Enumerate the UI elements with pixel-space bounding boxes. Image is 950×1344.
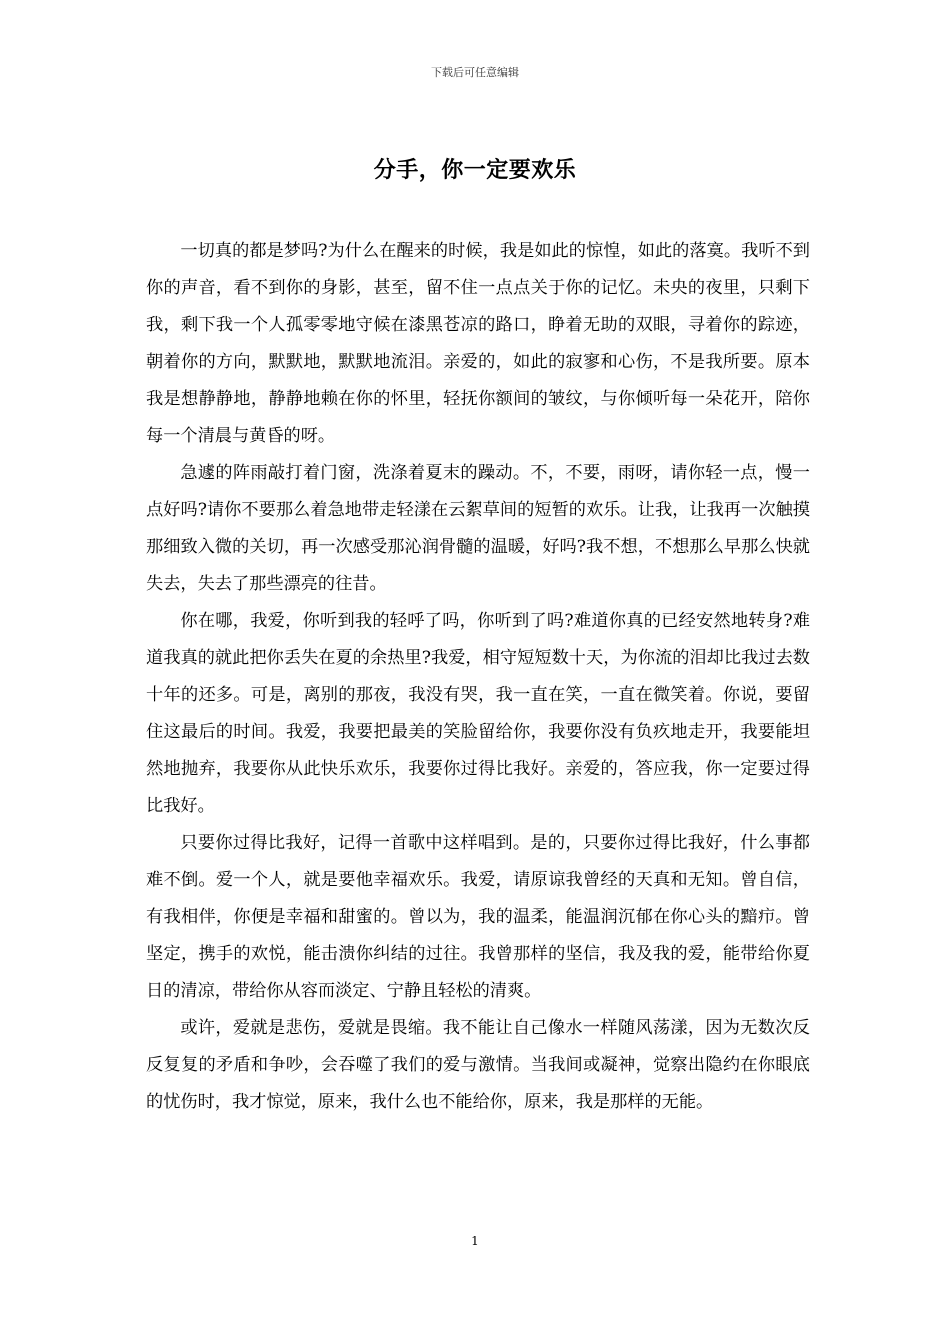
paragraph-4: 只要你过得比我好，记得一首歌中这样唱到。是的，只要你过得比我好，什么事都难不倒。爱一个人，就是要他幸福欢乐。我爱，请原谅我曾经的天真和无知。曾自信，有我相伴，你便是幸福和甜蜜的。曾以为，我的温柔，能温润沉郁在你心头的黯疖。曾坚定，携手的欢悦，能击溃你纠结的过往。我曾那样的坚信，我及我的爱，能带给你夏日的清凉，带给你从容而淡定、宁静且轻松的清爽。 bbox=[146, 833, 810, 1001]
paragraph-1: 一切真的都是梦吗?为什么在醒来的时候，我是如此的惊惶，如此的落寞。我听不到你的声音，看不到你的身影，甚至，留不住一点点关于你的记忆。未央的夜里，只剩下我，剩下我一个人孤零零地守候在漆黑苍凉的路口，睁着无助的双眼，寻着你的踪迹，朝着你的方向，默默地，默默地流泪。亲爱的，如此的寂寥和心伤，不是我所要。原本我是想静静地，静静地赖在你的怀里，轻抚你额间的皱纹，与你倾听每一朵花开，陪你每一个清晨与黄昏的呀。 bbox=[146, 241, 810, 446]
paragraph-5: 或许，爱就是悲伤，爱就是畏缩。我不能让自己像水一样随风荡漾，因为无数次反反复复的矛盾和争吵，会吞噬了我们的爱与激情。当我间或凝神，觉察出隐约在你眼底的忧伤时，我才惊觉，原来，我什么也不能给你，原来，我是那样的无能。 bbox=[146, 1018, 810, 1112]
paragraph-3: 你在哪，我爱，你听到我的轻呼了吗，你听到了吗?难道你真的已经安然地转身?难道我真的就此把你丢失在夏的余热里?我爱，相守短短数十天，为你流的泪却比我过去数十年的还多。可是，离别的那夜，我没有哭，我一直在笑，一直在微笑着。你说，要留住这最后的时间。我爱，我要把最美的笑脸留给你，我要你没有负疚地走开，我要能坦然地抛弃，我要你从此快乐欢乐，我要你过得比我好。亲爱的，答应我，你一定要过得比我好。 bbox=[146, 611, 810, 816]
document-title: 分手，你一定要欢乐 bbox=[373, 158, 577, 183]
paragraph-2: 急遽的阵雨敲打着门窗，洗涤着夏末的躁动。不，不要，雨呀，请你轻一点，慢一点好吗?请你不要那么着急地带走轻漾在云絮草间的短暂的欢乐。让我，让我再一次触摸那细致入微的关切，再一次感受那沁润骨髓的温暖，好吗?我不想，不想那么早那么快就失去，失去了那些漂亮的往昔。 bbox=[146, 463, 810, 594]
page-header-note: 下载后可任意编辑 bbox=[431, 66, 519, 79]
page-number: 1 bbox=[471, 1234, 479, 1248]
document-body bbox=[146, 233, 810, 1121]
